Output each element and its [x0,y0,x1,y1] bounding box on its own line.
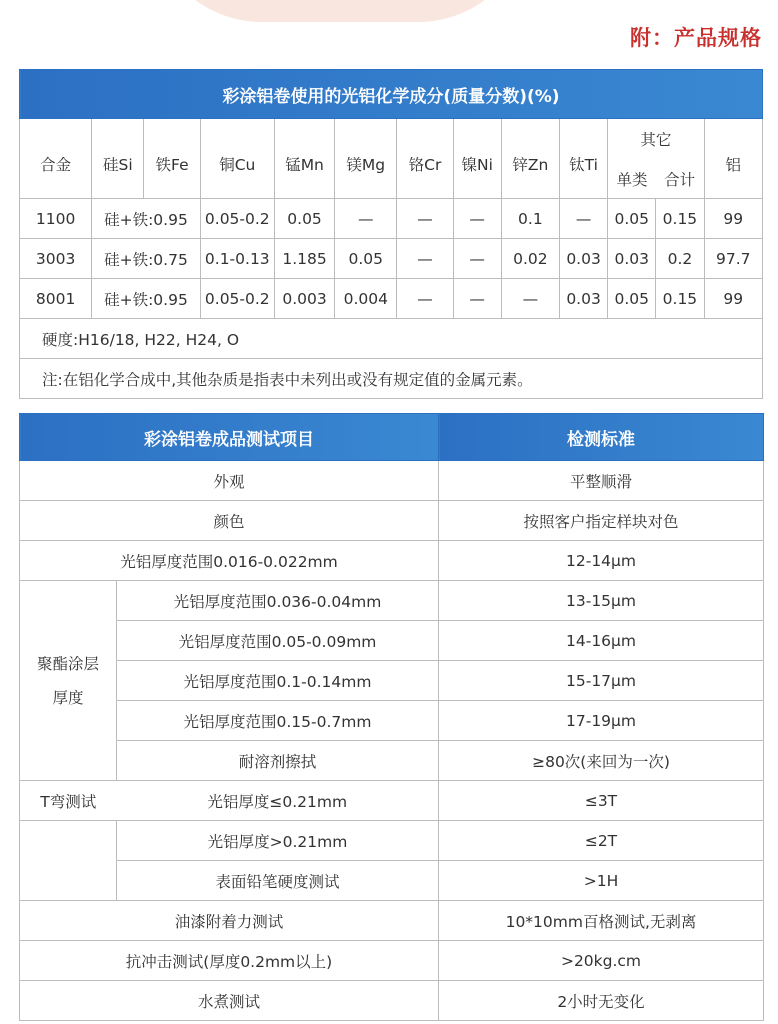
coating-thickness-group: 聚酯涂层 厚度 [20,581,117,781]
table-row [20,741,764,781]
cell-other-total: 0.15 [656,199,704,239]
test-item: 耐溶剂擦拭 [117,741,439,781]
test-item: 抗冲击测试(厚度0.2mm以上) [20,941,439,981]
table-row [20,981,764,1021]
cell-al: 99 [704,279,763,319]
cell-ni: — [453,199,501,239]
test-standard: >20kg.cm [439,941,764,981]
cell-zn: 0.1 [501,199,559,239]
cell-alloy: 8001 [20,279,92,319]
cell-ni: — [453,279,501,319]
cell-mg: — [335,199,397,239]
test-item: 光铝厚度范围0.15-0.7mm [117,701,439,741]
test-item: 油漆附着力测试 [20,901,439,941]
table-row [20,621,764,661]
cell-alloy: 1100 [20,199,92,239]
cell-mg: 0.004 [335,279,397,319]
header-mg: 镁Mg [335,119,397,199]
test-standard: >1H [439,861,764,901]
header-ni: 镍Ni [453,119,501,199]
test-item: 光铝厚度范围0.016-0.022mm [20,541,439,581]
test-standard: ≥80次(来回为一次) [439,741,764,781]
cell-mn: 0.05 [274,199,334,239]
test-item: 颜色 [20,501,439,541]
table-row [20,821,764,861]
header-si: 硅Si [92,119,144,199]
header-mn: 锰Mn [274,119,334,199]
header-al: 铝 [704,119,763,199]
cell-other-single: 0.05 [608,199,656,239]
test-item: 光铝厚度范围0.05-0.09mm [117,621,439,661]
test-standard: ≤2T [439,821,764,861]
cell-cu: 0.05-0.2 [200,279,274,319]
cell-mn: 1.185 [274,239,334,279]
cell-mg: 0.05 [335,239,397,279]
cell-other-single: 0.05 [608,279,656,319]
table-row [20,581,764,621]
header-alloy: 合金 [20,119,92,199]
header-fe: 铁Fe [144,119,200,199]
cell-mn: 0.003 [274,279,334,319]
test-items-header: 彩涂铝卷成品测试项目 [20,414,439,461]
table-row [20,781,764,821]
header-other-total: 合计 [656,159,704,199]
composition-title: 彩涂铝卷使用的光铝化学成分(质量分数)(%) [20,70,763,119]
test-standard: 12-14μm [439,541,764,581]
table-row [20,701,764,741]
standard-header: 检测标准 [439,414,764,461]
hardness-note: 硬度:H16/18, H22, H24, O [20,319,763,359]
cell-si-fe: 硅+铁:0.75 [92,239,200,279]
test-item: 光铝厚度≤0.21mm [117,781,439,821]
table-row [20,861,764,901]
table-row [20,279,763,319]
cell-other-total: 0.2 [656,239,704,279]
header-cr: 铬Cr [397,119,453,199]
cell-cr: — [397,199,453,239]
test-item: 光铝厚度范围0.1-0.14mm [117,661,439,701]
test-standard: 17-19μm [439,701,764,741]
test-standard: 14-16μm [439,621,764,661]
cell-ti: 0.03 [559,239,607,279]
table-row [20,239,763,279]
header-ti: 钛Ti [559,119,607,199]
test-standard: 13-15μm [439,581,764,621]
table-row [20,501,764,541]
test-standard: 2小时无变化 [439,981,764,1021]
cell-si-fe: 硅+铁:0.95 [92,279,200,319]
impurity-note: 注:在铝化学合成中,其他杂质是指表中未列出或没有规定值的金属元素。 [20,359,763,399]
cell-al: 99 [704,199,763,239]
test-item: 表面铅笔硬度测试 [117,861,439,901]
header-cu: 铜Cu [200,119,274,199]
header-zn: 锌Zn [501,119,559,199]
cell-cu: 0.1-0.13 [200,239,274,279]
cell-al: 97.7 [704,239,763,279]
cell-other-total: 0.15 [656,279,704,319]
test-standard: 按照客户指定样块对色 [439,501,764,541]
composition-table [19,69,763,399]
table-row [20,199,763,239]
cell-cr: — [397,279,453,319]
table-row [20,661,764,701]
table-row [20,901,764,941]
cell-zn: 0.02 [501,239,559,279]
test-standard: 15-17μm [439,661,764,701]
test-item: 水煮测试 [20,981,439,1021]
cell-ti: 0.03 [559,279,607,319]
table-row [20,941,764,981]
table-row [20,541,764,581]
cell-cr: — [397,239,453,279]
test-item: 光铝厚度范围0.036-0.04mm [117,581,439,621]
cell-alloy: 3003 [20,239,92,279]
cell-ti: — [559,199,607,239]
test-standard: 10*10mm百格测试,无剥离 [439,901,764,941]
header-other: 其它 [608,119,704,160]
cell-other-single: 0.03 [608,239,656,279]
appendix-title: 附：产品规格 [630,26,762,50]
cell-ni: — [453,239,501,279]
cell-zn: — [501,279,559,319]
decorative-arc [150,0,530,22]
test-item: 光铝厚度>0.21mm [117,821,439,861]
cell-cu: 0.05-0.2 [200,199,274,239]
header-other-single: 单类 [608,159,656,199]
cell-si-fe: 硅+铁:0.95 [92,199,200,239]
test-standard: ≤3T [439,781,764,821]
t-bend-group: T弯测试 [20,781,117,821]
table-row [20,461,764,501]
test-items-table [19,413,764,1021]
test-item: 外观 [20,461,439,501]
test-standard: 平整顺滑 [439,461,764,501]
t-bend-group-spacer [20,821,117,901]
